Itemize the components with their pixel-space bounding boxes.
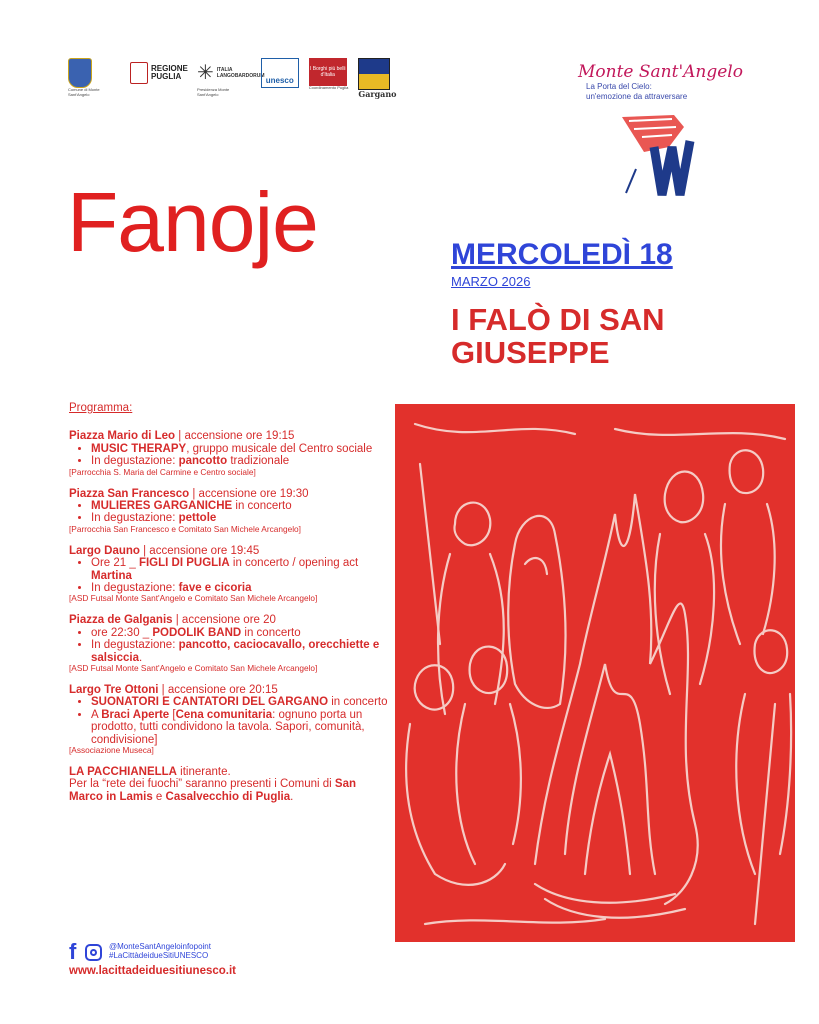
program-item: • SUONATORI E CANTATORI DEL GARGANO in concerto (91, 696, 389, 708)
program-item: • MULIERES GARGANICHE in concerto (91, 500, 389, 512)
brand-title: Monte Sant'Angelo (578, 62, 743, 82)
website-link[interactable]: www.lacittadeiduesitiunesco.it (69, 965, 236, 977)
monte-santangelo-brand (578, 62, 748, 202)
borghi-logo (309, 58, 349, 91)
venue-name: Piazza San Francesco (69, 487, 190, 500)
program-item: • Ore 21 _ FIGLI DI PUGLIA in concerto / opening act Martina (91, 557, 389, 582)
asterisk-icon: ✳ (197, 62, 214, 84)
facebook-handle[interactable]: @MonteSantAngeloinfopoint (109, 942, 211, 952)
venue-block: Largo Dauno | accensione ore 19:45 • Ore 21 _ FIGLI DI PUGLIA in concerto / opening act Martina • In degustazione: fave e cicoria [ASD Futsal Monte Sant'Angelo e Comitato San Michele Arcangelo] (69, 545, 389, 604)
gargano-label: Gargano (358, 89, 397, 99)
brand-subtitle-1: La Porta del Cielo: (586, 82, 652, 91)
borghi-label: I Borghi più belli d'Italia (309, 58, 347, 86)
comune-logo (68, 58, 120, 98)
program-item: • ore 22:30 _ PODOLIK BAND in concerto (91, 627, 389, 639)
facebook-icon[interactable]: f (69, 939, 77, 964)
venue-name: Largo Dauno (69, 544, 140, 557)
instagram-icon[interactable] (85, 944, 102, 961)
program-item: • MUSIC THERAPY, gruppo musicale del Centro sociale (91, 443, 389, 455)
langobardorum-caption: Presidenza Monte Sant'Angelo (197, 87, 230, 97)
regione-puglia-label: REGIONE PUGLIA (151, 64, 188, 81)
event-day: MERCOLEDÌ 18 (451, 238, 673, 271)
comune-logo-caption: Comune di Monte Sant'Angelo (68, 87, 100, 97)
main-title: Fanoje (67, 175, 318, 269)
organizer-note: [ASD Futsal Monte Sant'Angelo e Comitato San Michele Arcangelo] (69, 593, 318, 604)
organizer-note: [ASD Futsal Monte Sant'Angelo e Comitato San Michele Arcangelo] (69, 662, 318, 673)
program-heading: Programma: (69, 402, 133, 414)
venue-block: Piazza Mario di Leo | accensione ore 19:15 • MUSIC THERAPY, gruppo musicale del Centro sociale • In degustazione: pancotto tradizionale [Parrocchia S. Maria del Carmine e Centro sociale] (69, 430, 389, 476)
italia-langobardorum-logo (197, 58, 265, 98)
unesco-label: unesco (261, 58, 299, 88)
italia-langobardorum-label: ITALIA LANGOBARDORUM (216, 67, 265, 79)
organizer-note: [Associazione Museca] (69, 744, 154, 755)
instagram-hashtag[interactable]: #LaCittàdeidueSitiUNESCO (109, 951, 209, 960)
closing-note: LA PACCHIANELLA itinerante. Per la “rete dei fuochi” saranno presenti i Comuni di San Marco in Lamis e Casalvecchio di Puglia. (69, 765, 357, 803)
gargano-logo (358, 58, 396, 100)
borghi-caption: Coordinamento Puglia (308, 85, 349, 90)
footer (69, 939, 236, 977)
program-item: • In degustazione: pancotto, caciocavallo, orecchiette e salsiccia. (91, 639, 389, 664)
venue-name: Largo Tre Ottoni (69, 683, 159, 696)
venue-block: Piazza de Galganis | accensione ore 20 • ore 22:30 _ PODOLIK BAND in concerto • In degustazione: pancotto, caciocavallo, orecchiette e salsiccia. [ASD Futsal Monte Sant'Angelo e Comitato San Michele Arcangelo] (69, 614, 389, 673)
coat-of-arms-icon (68, 58, 92, 88)
venue-name: Piazza de Galganis (69, 614, 173, 627)
program-item: • In degustazione: pancotto tradizionale (91, 455, 389, 467)
partner-logos (68, 58, 397, 100)
regione-puglia-logo (130, 58, 187, 88)
regione-emblem-icon (130, 62, 148, 84)
unesco-logo (261, 58, 299, 88)
organizer-note: [Parrocchia San Francesco e Comitato San Michele Arcangelo] (69, 523, 301, 534)
event-title: I FALÒ DI SAN GIUSEPPE (451, 302, 665, 370)
program-item: • A Braci Aperte [Cena comunitaria: ognuno porta un prodotto, tutti condividono la tavola. Sapori, comunità, condivisione] (91, 709, 389, 746)
social-links (69, 939, 236, 964)
gargano-emblem-icon (358, 58, 390, 90)
venue-name: Piazza Mario di Leo (69, 430, 176, 443)
event-month: MARZO 2026 (451, 274, 531, 289)
program-item: • In degustazione: pettole (91, 512, 389, 524)
brand-subtitle-2: un'emozione da attraversare (586, 91, 688, 101)
program (69, 402, 389, 803)
organizer-note: [Parrocchia S. Maria del Carmine e Centro sociale] (69, 466, 256, 477)
program-item: • In degustazione: fave e cicoria (91, 582, 389, 594)
venue-block: Largo Tre Ottoni | accensione ore 20:15 • SUONATORI E CANTATORI DEL GARGANO in concerto • A Braci Aperte [Cena comunitaria: ognuno porta un prodotto, tutti condividono la tavola. Sapori, comunità, condivisione] [Associazione Museca] (69, 684, 389, 755)
bonfire-woodcut-illustration (395, 404, 795, 942)
venue-block: Piazza San Francesco | accensione ore 19:30 • MULIERES GARGANICHE in concerto • In degustazione: pettole [Parrocchia San Francesco e Comitato San Michele Arcangelo] (69, 488, 389, 534)
angel-wing-logo-icon (614, 107, 704, 197)
social-handles (109, 943, 211, 961)
